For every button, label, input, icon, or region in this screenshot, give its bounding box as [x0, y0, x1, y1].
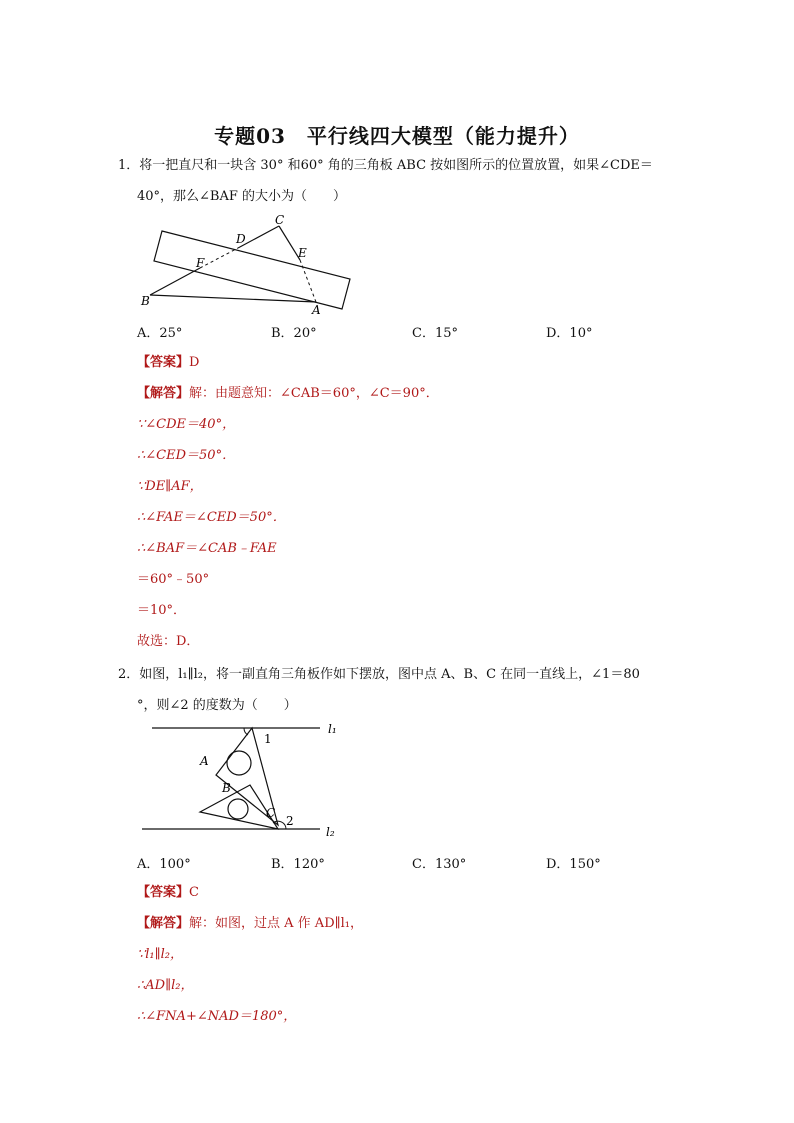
- q2-option-d: D．150°: [546, 857, 601, 872]
- q1-solution-line: ∴∠BAF＝∠CAB﹣FAE: [137, 541, 277, 556]
- answer-value: C: [189, 885, 199, 900]
- q1-text-line2: 40°，那么∠BAF 的大小为（ ）: [137, 189, 347, 204]
- q2-solution-line: [137, 915, 363, 933]
- label-d: D: [236, 232, 246, 246]
- triangle-side-bc-lower: [150, 268, 200, 295]
- label-angle-2: 2: [286, 814, 294, 828]
- label-a: A: [312, 303, 321, 317]
- q1-solution-line: ＝10°．: [137, 603, 187, 618]
- q1-solution-line: ∵∠CDE＝40°，: [137, 417, 236, 432]
- q2-option-a: A．100°: [137, 857, 191, 872]
- q2-text-line1: 2．如图，l₁∥l₂，将一副直角三角板作如下摆放，图中点 A、B、C 在同一直线上，∠1＝80: [118, 667, 640, 682]
- label-f: F: [196, 256, 205, 270]
- q2-solution-line: ∵l₁∥l₂，: [137, 947, 184, 962]
- q2-answer: [137, 884, 199, 902]
- q1-option-c: C．15°: [412, 326, 458, 341]
- label-angle-1: 1: [264, 732, 272, 746]
- q1-option-b: B．20°: [271, 326, 317, 341]
- label-c: C: [275, 213, 285, 227]
- q1-solution-line: ∴∠FAE＝∠CED＝50°．: [137, 510, 286, 525]
- q1-option-a: A．25°: [137, 326, 183, 341]
- lower-triangle-hole: [228, 799, 248, 819]
- label-l2: l₂: [326, 825, 335, 839]
- answer-label: 【答案】: [137, 355, 190, 370]
- q1-solution-line: ∴∠CED＝50°．: [137, 448, 236, 463]
- triangle-dashed-fd: [200, 248, 238, 268]
- q1-solution-line: ＝60°﹣50°: [137, 572, 210, 587]
- q1-option-d: D．10°: [546, 326, 593, 341]
- upper-triangle-hole: [227, 751, 251, 775]
- q1-solution-line: [137, 385, 439, 403]
- label-e: E: [298, 246, 307, 260]
- q2-solution-line: ∴AD∥l₂，: [137, 978, 194, 993]
- label-b: B: [141, 294, 150, 308]
- q2-option-c: C．130°: [412, 857, 467, 872]
- q2-solution-line: ∴∠FNA+∠NAD＝180°，: [137, 1009, 297, 1024]
- solution-text: 解：如图，过点 A 作 AD∥l₁，: [189, 916, 363, 931]
- solution-label: 【解答】: [137, 386, 190, 401]
- q2-option-b: B．120°: [271, 857, 325, 872]
- q1-solution-line: 故选：D．: [137, 634, 200, 649]
- triangle-dashed-ea: [300, 260, 316, 302]
- q1-answer: [137, 354, 199, 372]
- answer-value: D: [189, 355, 200, 370]
- label-c: C: [266, 806, 276, 820]
- page-title: 专题03 平行线四大模型（能力提升）: [214, 124, 580, 148]
- label-l1: l₁: [328, 722, 337, 736]
- label-a: A: [200, 754, 209, 768]
- q1-solution-line: ∵DE∥AF，: [137, 479, 203, 494]
- triangle-side-ca-upper: [279, 226, 300, 260]
- label-b: B: [222, 781, 231, 795]
- ruler-shape: [154, 231, 350, 309]
- solution-label: 【解答】: [137, 916, 190, 931]
- q1-text-line1: 1．将一把直尺和一块含 30° 和60° 角的三角板 ABC 按如图所示的位置放置，如果∠CDE＝: [118, 158, 653, 173]
- q1-figure: [130, 205, 370, 320]
- q2-figure: [130, 715, 360, 845]
- q2-text-line2: °，则∠2 的度数为（ ）: [137, 698, 297, 713]
- solution-text: 解：由题意知：∠CAB＝60°，∠C＝90°．: [189, 386, 439, 401]
- answer-label: 【答案】: [137, 885, 190, 900]
